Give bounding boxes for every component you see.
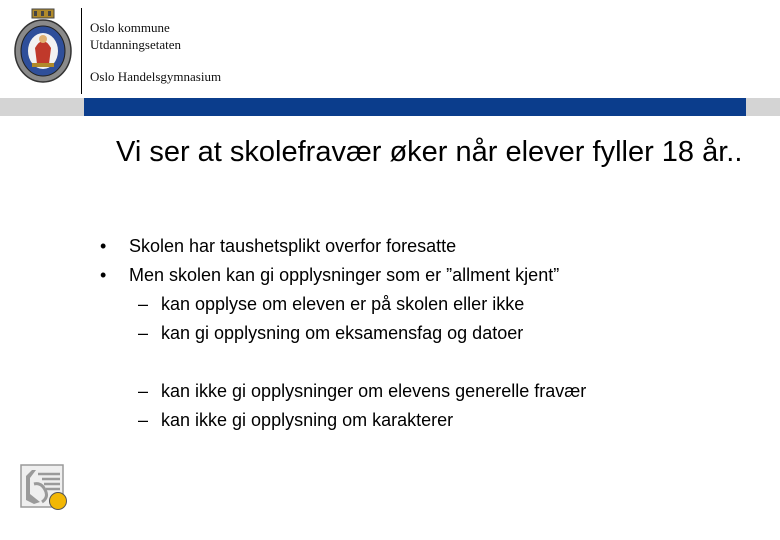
- oslo-coat-of-arms-icon: [12, 8, 74, 84]
- bullet-text: Men skolen kan gi opplysninger som er ”allment kjent”: [129, 265, 560, 285]
- slide-title: Vi ser at skolefravær øker når elever fyller 18 år..: [116, 136, 743, 168]
- bullet-text: Skolen har taushetsplikt overfor foresatte: [129, 236, 457, 256]
- header-band-blue: [84, 98, 746, 116]
- sub-bullet-text: kan opplyse om eleven er på skolen eller ikke: [161, 294, 525, 314]
- sub-bullet-marker: –: [138, 381, 149, 401]
- sub-bullet-text: kan gi opplysning om eksamensfag og datoer: [161, 323, 524, 343]
- sub-bullet-text: kan ikke gi opplysninger om elevens generelle fravær: [161, 381, 587, 401]
- school-logo-icon: [20, 464, 72, 512]
- sub-bullet-text: kan ikke gi opplysning om karakterer: [161, 410, 454, 430]
- bullet-marker: •: [100, 236, 107, 256]
- sub-bullet-marker: –: [138, 323, 149, 343]
- org-line-2: Utdanningsetaten: [90, 37, 181, 52]
- org-line-1: Oslo kommune: [90, 20, 170, 35]
- organization-name: [90, 19, 181, 53]
- bullet-marker: •: [100, 265, 107, 285]
- header-divider: [81, 8, 82, 94]
- sub-bullet-marker: –: [138, 294, 149, 314]
- school-name: Oslo Handelsgymnasium: [90, 69, 222, 84]
- sub-bullet-marker: –: [138, 410, 149, 430]
